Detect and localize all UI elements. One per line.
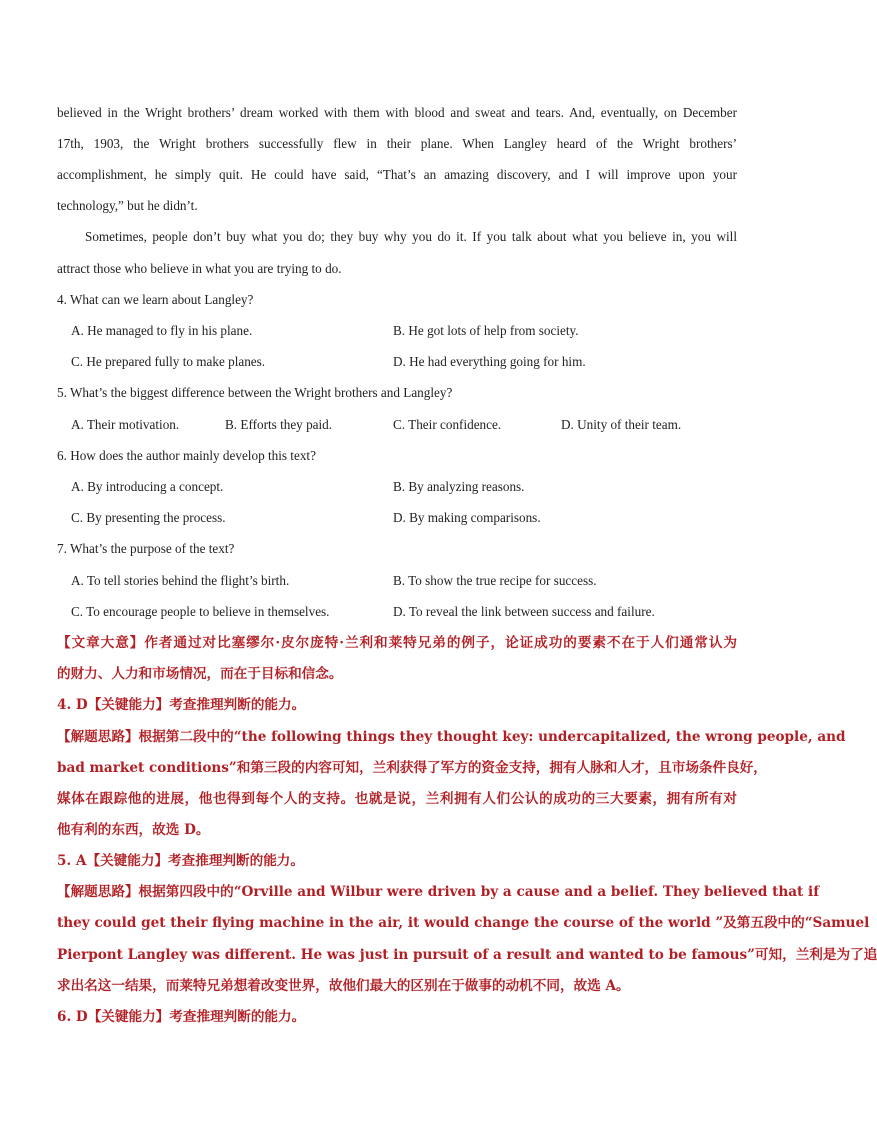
analysis-line: 他有利的东西，故选 D。 (57, 822, 210, 838)
analysis-line: they could get their flying machine in the air, it would change the course of the world ”及第五段中的“Samuel (57, 915, 870, 931)
option-d: D. By making comparisons. (393, 510, 541, 525)
option-b: B. He got lots of help from society. (393, 323, 579, 338)
option-c: C. Their confidence. (393, 417, 502, 432)
option-b: B. Efforts they paid. (225, 417, 333, 432)
passage-line: believed in the Wright brothers’ dream worked with them with blood and sweat and tears. And, eventually, on December (57, 105, 737, 120)
option-a: A. Their motivation. (71, 417, 180, 432)
option-b: B. To show the true recipe for success. (393, 573, 597, 588)
passage-line: attract those who believe in what you are trying to do. (57, 261, 342, 276)
option-d: D. He had everything going for him. (393, 354, 586, 369)
question-stem: 4. What can we learn about Langley? (57, 292, 254, 307)
analysis-line: 【文章大意】作者通过对比塞缪尔·皮尔庞特·兰利和莱特兄弟的例子，论证成功的要素不在于人们通常认为 (57, 635, 737, 651)
option-c: C. To encourage people to believe in themselves. (71, 604, 330, 619)
analysis-line: 5. A【关键能力】考查推理判断的能力。 (57, 853, 304, 869)
option-a: A. To tell stories behind the flight’s birth. (71, 573, 290, 588)
analysis-line: bad market conditions”和第三段的内容可知，兰利获得了军方的资金支持，拥有人脉和人才，且市场条件良好， (57, 760, 767, 776)
analysis-line: Pierpont Langley was different. He was just in pursuit of a result and wanted to be famous”可知，兰利是为了追 (57, 947, 877, 963)
analysis-line: 的财力、人力和市场情况，而在于目标和信念。 (57, 666, 343, 682)
analysis-line: 媒体在跟踪他的进展，他也得到每个人的支持。也就是说，兰利拥有人们公认的成功的三大要素，拥有所有对 (57, 791, 737, 807)
analysis-line: 【解题思路】根据第四段中的“Orville and Wilbur were driven by a cause and a belief. They believed that if (57, 884, 820, 900)
question-stem: 5. What’s the biggest difference between the Wright brothers and Langley? (57, 385, 453, 400)
option-c: C. By presenting the process. (71, 510, 226, 525)
passage-line: technology,” but he didn’t. (57, 198, 198, 213)
analysis-line: 求出名这一结果，而莱特兄弟想着改变世界，故他们最大的区别在于做事的动机不同，故选 A。 (57, 978, 630, 994)
question-stem: 7. What’s the purpose of the text? (57, 541, 235, 556)
option-c: C. He prepared fully to make planes. (71, 354, 266, 369)
analysis-line: 【解题思路】根据第二段中的“the following things they thought key: undercapitalized, the wrong people, and (57, 729, 846, 745)
option-a: A. He managed to fly in his plane. (71, 323, 253, 338)
passage-line: Sometimes, people don’t buy what you do; they buy why you do it. If you talk about what you believe in, you will (85, 229, 737, 244)
passage-line: 17th, 1903, the Wright brothers successfully flew in their plane. When Langley heard of the Wright brothers’ (57, 136, 737, 151)
question-stem: 6. How does the author mainly develop this text? (57, 448, 316, 463)
option-b: B. By analyzing reasons. (393, 479, 525, 494)
option-d: D. Unity of their team. (561, 417, 682, 432)
analysis-line: 4. D【关键能力】考查推理判断的能力。 (57, 697, 306, 713)
analysis-line: 6. D【关键能力】考查推理判断的能力。 (57, 1009, 306, 1025)
option-d: D. To reveal the link between success and failure. (393, 604, 655, 619)
option-a: A. By introducing a concept. (71, 479, 224, 494)
passage-line: accomplishment, he simply quit. He could have said, “That’s an amazing discovery, and I will improve upon your (57, 167, 737, 182)
